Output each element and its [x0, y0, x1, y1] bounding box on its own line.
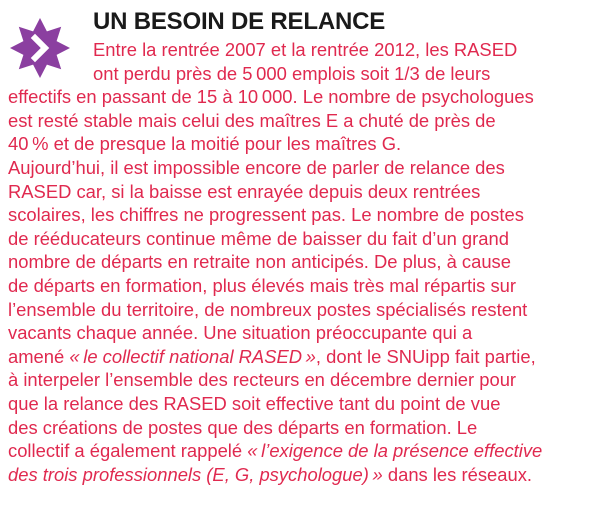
body-line: de rééducateurs continue même de baisser du fait d’un grand — [8, 227, 509, 249]
article-title: UN BESOIN DE RELANCE — [93, 8, 386, 35]
body-line: RASED car, si la baisse est enrayée depuis deux rentrées — [8, 180, 481, 202]
body-line: amené « le collectif national RASED », dont le SNUipp fait partie, — [8, 345, 536, 367]
article-body — [8, 38, 598, 486]
body-line: à interpeler l’ensemble des recteurs en décembre dernier pour — [8, 369, 517, 391]
quote-exigence-end: des trois professionnels (E, G, psychologue) » — [8, 463, 383, 485]
body-line: que la relance des RASED soit effective tant du point de vue — [8, 392, 501, 414]
body-line: nombre de départs en retraite non anticipés. De plus, à cause — [8, 251, 511, 273]
body-line: 40 % et de presque la moitié pour les maîtres G. — [8, 133, 402, 155]
body-line: des trois professionnels (E, G, psychologue) » dans les réseaux. — [8, 463, 533, 485]
quote-collectif: « le collectif national RASED » — [69, 345, 316, 367]
body-line: collectif a également rappelé « l’exigence de la présence effective — [8, 440, 543, 462]
body-line: l’ensemble du territoire, de nombreux postes spécialisés restent — [8, 298, 528, 320]
body-line: ont perdu près de 5 000 emplois soit 1/3 de leurs — [93, 62, 491, 84]
body-line: de départs en formation, plus élevés mais très mal répartis sur — [8, 274, 517, 296]
body-line: est resté stable mais celui des maîtres E a chuté de près de — [8, 109, 496, 131]
body-line: Entre la rentrée 2007 et la rentrée 2012, les RASED — [93, 39, 518, 60]
body-line: scolaires, les chiffres ne progressent pas. Le nombre de postes — [8, 204, 524, 226]
body-line: des créations de postes que des départs en formation. Le — [8, 416, 478, 438]
body-line: Aujourd’hui, il est impossible encore de parler de relance des — [8, 156, 505, 178]
body-line: vacants chaque année. Une situation préoccupante qui a — [8, 322, 473, 344]
quote-exigence: « l’exigence de la présence effective — [247, 440, 543, 462]
body-line: effectifs en passant de 15 à 10 000. Le nombre de psychologues — [8, 86, 534, 108]
